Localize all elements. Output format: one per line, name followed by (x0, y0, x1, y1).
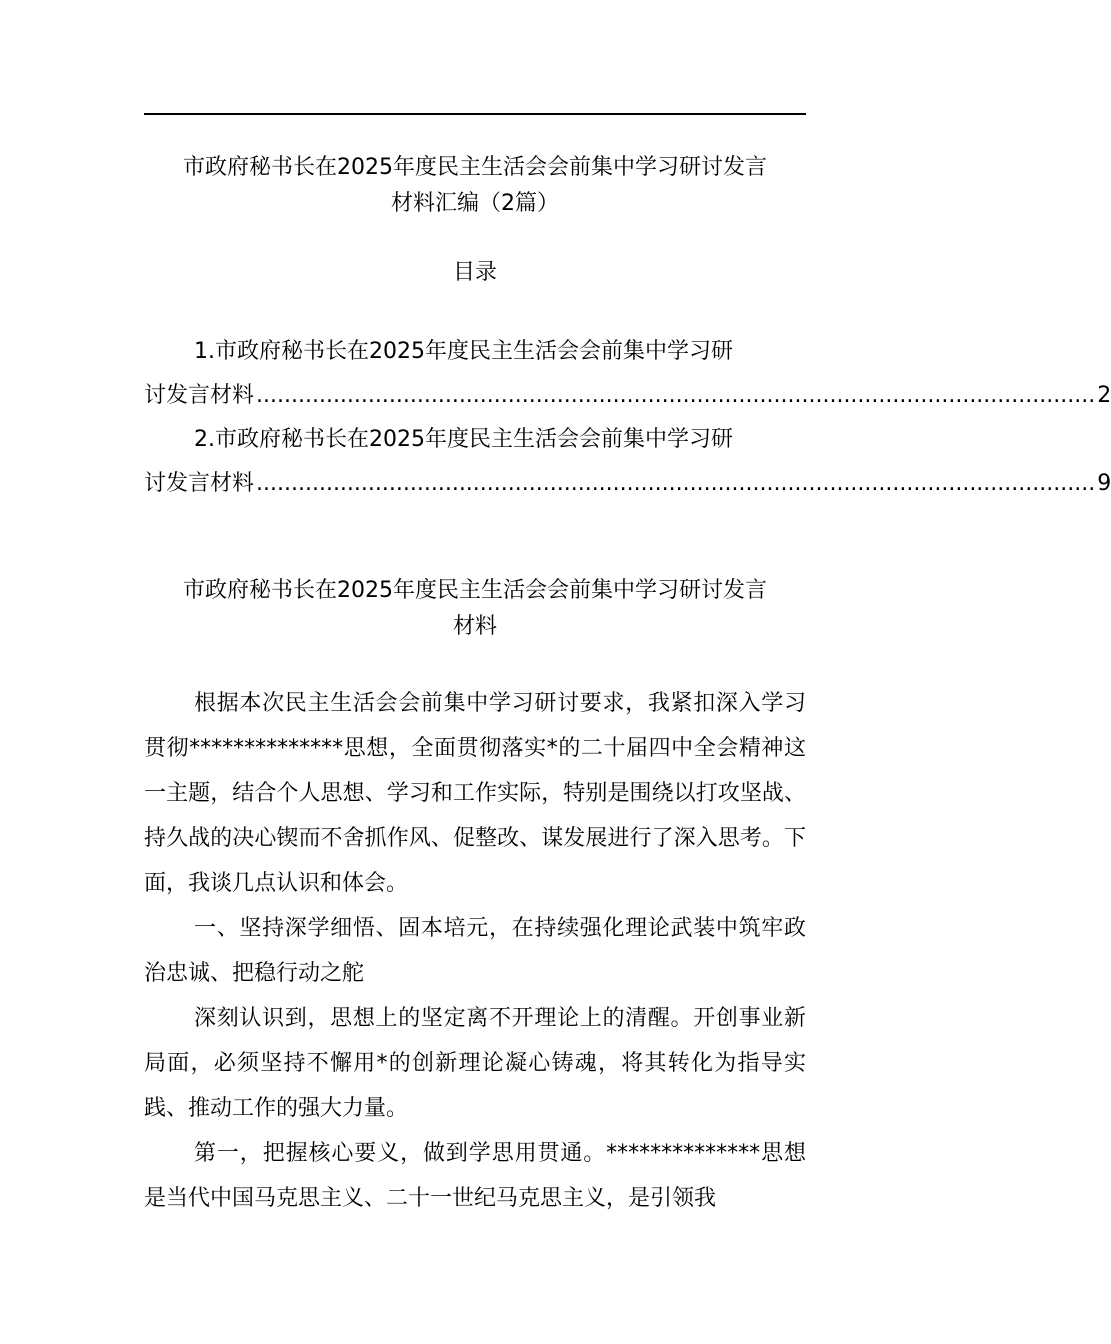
paragraph-recognition: 深刻认识到，思想上的坚定离不开理论上的清醒。开创事业新局面，必须坚持不懈用*的创新理论凝心铸魂，将其转化为指导实践、推动工作的强大力量。 (144, 1006, 806, 1121)
toc-dot-leader: ........................................................................................................................ (256, 471, 1096, 496)
toc-entry-title: 2.市政府秘书长在2025年度民主生活会会前集中学习研 (194, 427, 733, 452)
body-text (144, 681, 806, 1221)
toc-page-number: 9 (1097, 471, 1111, 496)
paragraph-first-point: 第一，把握核心要义，做到学思用贯通。**************思想是当代中国马克思主义、二十一世纪马克思主义，是引领我 (144, 1141, 806, 1211)
document-title (144, 150, 806, 222)
paragraph-heading-1: 一、坚持深学细悟、固本培元，在持续强化理论武装中筑牢政治忠诚、把稳行动之舵 (144, 916, 806, 986)
document-title-line-1: 市政府秘书长在2025年度民主生活会会前集中学习研讨发言 (183, 155, 767, 180)
toc-entry-title: 1.市政府秘书长在2025年度民主生活会会前集中学习研 (194, 339, 733, 364)
toc-page-number: 2 (1097, 383, 1111, 408)
toc-entry-1[interactable] (144, 330, 1111, 418)
toc-entry-title-continued: 讨发言材料 (144, 471, 255, 496)
section-title-line-1: 市政府秘书长在2025年度民主生活会会前集中学习研讨发言 (183, 578, 767, 603)
table-of-contents (144, 330, 1111, 506)
header-rule (144, 113, 806, 115)
paragraph-intro: 根据本次民主生活会会前集中学习研讨要求，我紧扣深入学习贯彻**************思想，全面贯彻落实*的二十届四中全会精神这一主题，结合个人思想、学习和工作实际，特别是围绕以打攻坚战、持久战的决心锲而不舍抓作风、促整改、谋发展进行了深入思考。下面，我谈几点认识和体会。 (144, 691, 806, 896)
toc-entry-title-continued: 讨发言材料 (144, 383, 255, 408)
toc-heading: 目录 (452, 260, 497, 285)
section-title (144, 573, 806, 645)
toc-dot-leader: ........................................................................................................................ (256, 383, 1096, 408)
toc-entry-2[interactable] (144, 418, 1111, 506)
document-title-line-2: 材料汇编（2篇） (391, 191, 559, 216)
section-title-line-2: 材料 (452, 614, 497, 639)
